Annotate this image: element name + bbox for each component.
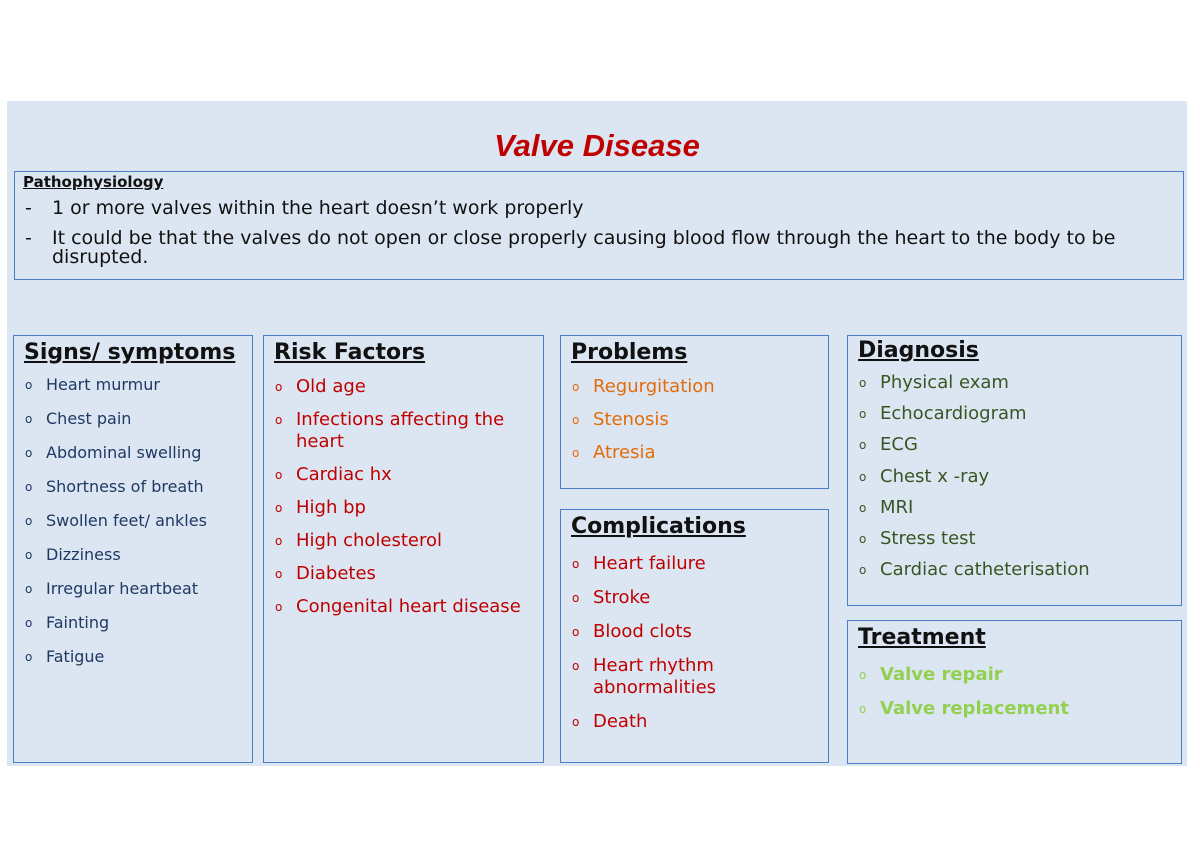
page-title: Valve Disease	[494, 128, 700, 163]
list-item-text: Infections affecting the heart	[296, 409, 505, 452]
bullet-icon: o	[572, 380, 580, 394]
list-item-text: Stress test	[880, 527, 976, 549]
list-item	[24, 546, 246, 580]
list-item	[274, 530, 537, 552]
problems-list	[571, 376, 822, 475]
list-item-text: Regurgitation	[593, 376, 715, 397]
list-item	[858, 497, 1175, 519]
list-item	[24, 376, 246, 410]
complications-list	[571, 553, 822, 745]
list-item	[274, 376, 537, 398]
list-item-text: High cholesterol	[296, 530, 443, 551]
list-item	[571, 587, 822, 609]
signs-symptoms-heading: Signs/ symptoms	[24, 340, 236, 365]
list-item-text: Swollen feet/ ankles	[46, 511, 207, 530]
bullet-icon: o	[25, 548, 33, 562]
list-item	[24, 478, 246, 512]
list-item-text: ECG	[880, 434, 918, 456]
bullet-icon: o	[275, 534, 283, 548]
list-item-text: Dizziness	[46, 545, 121, 564]
pathophysiology-list	[23, 199, 1163, 278]
list-item	[24, 614, 246, 648]
list-item-text: Echocardiogram	[880, 403, 1027, 425]
treatment-heading: Treatment	[858, 625, 986, 650]
slide	[7, 101, 1187, 766]
bullet-icon: o	[572, 413, 580, 427]
list-item	[24, 444, 246, 478]
signs-symptoms-card	[13, 335, 253, 763]
list-item-text: Blood clots	[593, 621, 692, 642]
pathophysiology-point: - It could be that the valves do not open or close properly causing blood flow through the heart to the body to be disrupted.	[23, 229, 1163, 267]
list-item	[858, 528, 1175, 550]
list-item-text: Irregular heartbeat	[46, 579, 199, 598]
bullet-icon: o	[572, 715, 580, 729]
list-item-text: MRI	[880, 496, 914, 518]
treatment-card	[847, 620, 1182, 764]
bullet-icon: o	[25, 378, 33, 392]
signs-symptoms-list	[24, 376, 246, 682]
risk-factors-heading: Risk Factors	[274, 340, 426, 365]
list-item	[24, 512, 246, 546]
list-item	[571, 621, 822, 643]
list-item-text: High bp	[296, 497, 366, 518]
bullet-icon: o	[275, 600, 283, 614]
list-item-text: Valve replacement	[880, 698, 1070, 719]
list-item-text: Valve repair	[880, 664, 1003, 685]
bullet-icon: o	[25, 412, 33, 426]
list-item	[274, 464, 537, 486]
bullet-icon: o	[25, 616, 33, 630]
bullet-icon: o	[572, 625, 580, 639]
problems-heading: Problems	[571, 340, 688, 365]
bullet-icon: o	[859, 702, 867, 716]
bullet-icon: o	[25, 514, 33, 528]
complications-heading: Complications	[571, 514, 746, 539]
list-item-text: Stenosis	[593, 409, 669, 430]
list-item-text: Death	[593, 711, 648, 732]
list-item	[274, 596, 537, 618]
list-item-text: Shortness of breath	[46, 477, 204, 496]
list-item	[858, 403, 1175, 425]
list-item-text: Chest pain	[46, 409, 132, 428]
list-item	[571, 376, 822, 398]
list-item	[858, 434, 1175, 456]
bullet-icon: o	[859, 469, 867, 484]
list-item	[571, 409, 822, 431]
bullet-icon: o	[572, 659, 580, 673]
list-item	[24, 580, 246, 614]
list-item	[274, 497, 537, 519]
list-item-text: Heart rhythm abnormalities	[593, 655, 717, 698]
complications-card	[560, 509, 829, 763]
list-item	[571, 655, 822, 699]
diagnosis-heading: Diagnosis	[858, 338, 979, 363]
bullet-icon: o	[859, 531, 867, 546]
list-item-text: Chest x -ray	[880, 465, 990, 487]
list-item-text: Cardiac hx	[296, 464, 392, 485]
bullet-icon: o	[572, 446, 580, 460]
bullet-icon: o	[275, 413, 283, 427]
diagnosis-list	[858, 372, 1175, 590]
list-item	[858, 698, 1175, 720]
list-item	[24, 410, 246, 444]
risk-factors-card	[263, 335, 544, 763]
list-item	[571, 442, 822, 464]
bullet-icon: o	[859, 500, 867, 515]
list-item	[858, 466, 1175, 488]
bullet-icon: o	[25, 650, 33, 664]
list-item	[274, 409, 537, 453]
bullet-icon: o	[859, 407, 867, 422]
list-item-text: Fatigue	[46, 647, 105, 666]
list-item-text: Cardiac catheterisation	[880, 559, 1090, 581]
bullet-icon: o	[275, 380, 283, 394]
bullet-icon: o	[859, 563, 867, 578]
bullet-icon: o	[25, 446, 33, 460]
list-item	[571, 553, 822, 575]
risk-factors-list	[274, 376, 537, 629]
bullet-icon: o	[25, 480, 33, 494]
list-item	[24, 648, 246, 682]
list-item-text: Stroke	[593, 587, 651, 608]
treatment-list	[858, 664, 1175, 732]
bullet-icon: o	[572, 557, 580, 571]
list-item	[858, 664, 1175, 686]
pathophysiology-box	[14, 171, 1184, 280]
bullet-icon: o	[859, 376, 867, 390]
bullet-icon: o	[572, 591, 580, 605]
list-item-text: Congenital heart disease	[296, 596, 521, 617]
list-item-text: Abdominal swelling	[46, 443, 202, 462]
bullet-icon: o	[859, 668, 867, 682]
list-item	[274, 563, 537, 585]
pathophysiology-heading: Pathophysiology	[23, 173, 164, 191]
list-item-text: Fainting	[46, 613, 110, 632]
pathophysiology-point: - 1 or more valves within the heart doesn’t work properly	[23, 199, 1163, 218]
bullet-icon: o	[275, 567, 283, 581]
bullet-icon: o	[275, 468, 283, 482]
bullet-icon: o	[25, 582, 33, 596]
list-item	[858, 559, 1175, 581]
list-item-text: Heart murmur	[46, 375, 160, 394]
diagnosis-card	[847, 335, 1182, 606]
problems-card	[560, 335, 829, 489]
list-item-text: Physical exam	[880, 372, 1009, 393]
list-item	[858, 372, 1175, 394]
bullet-icon: o	[859, 438, 867, 453]
list-item-text: Heart failure	[593, 553, 706, 574]
list-item-text: Old age	[296, 376, 366, 397]
list-item	[571, 711, 822, 733]
bullet-icon: o	[275, 501, 283, 515]
list-item-text: Diabetes	[296, 563, 376, 584]
list-item-text: Atresia	[593, 442, 656, 463]
